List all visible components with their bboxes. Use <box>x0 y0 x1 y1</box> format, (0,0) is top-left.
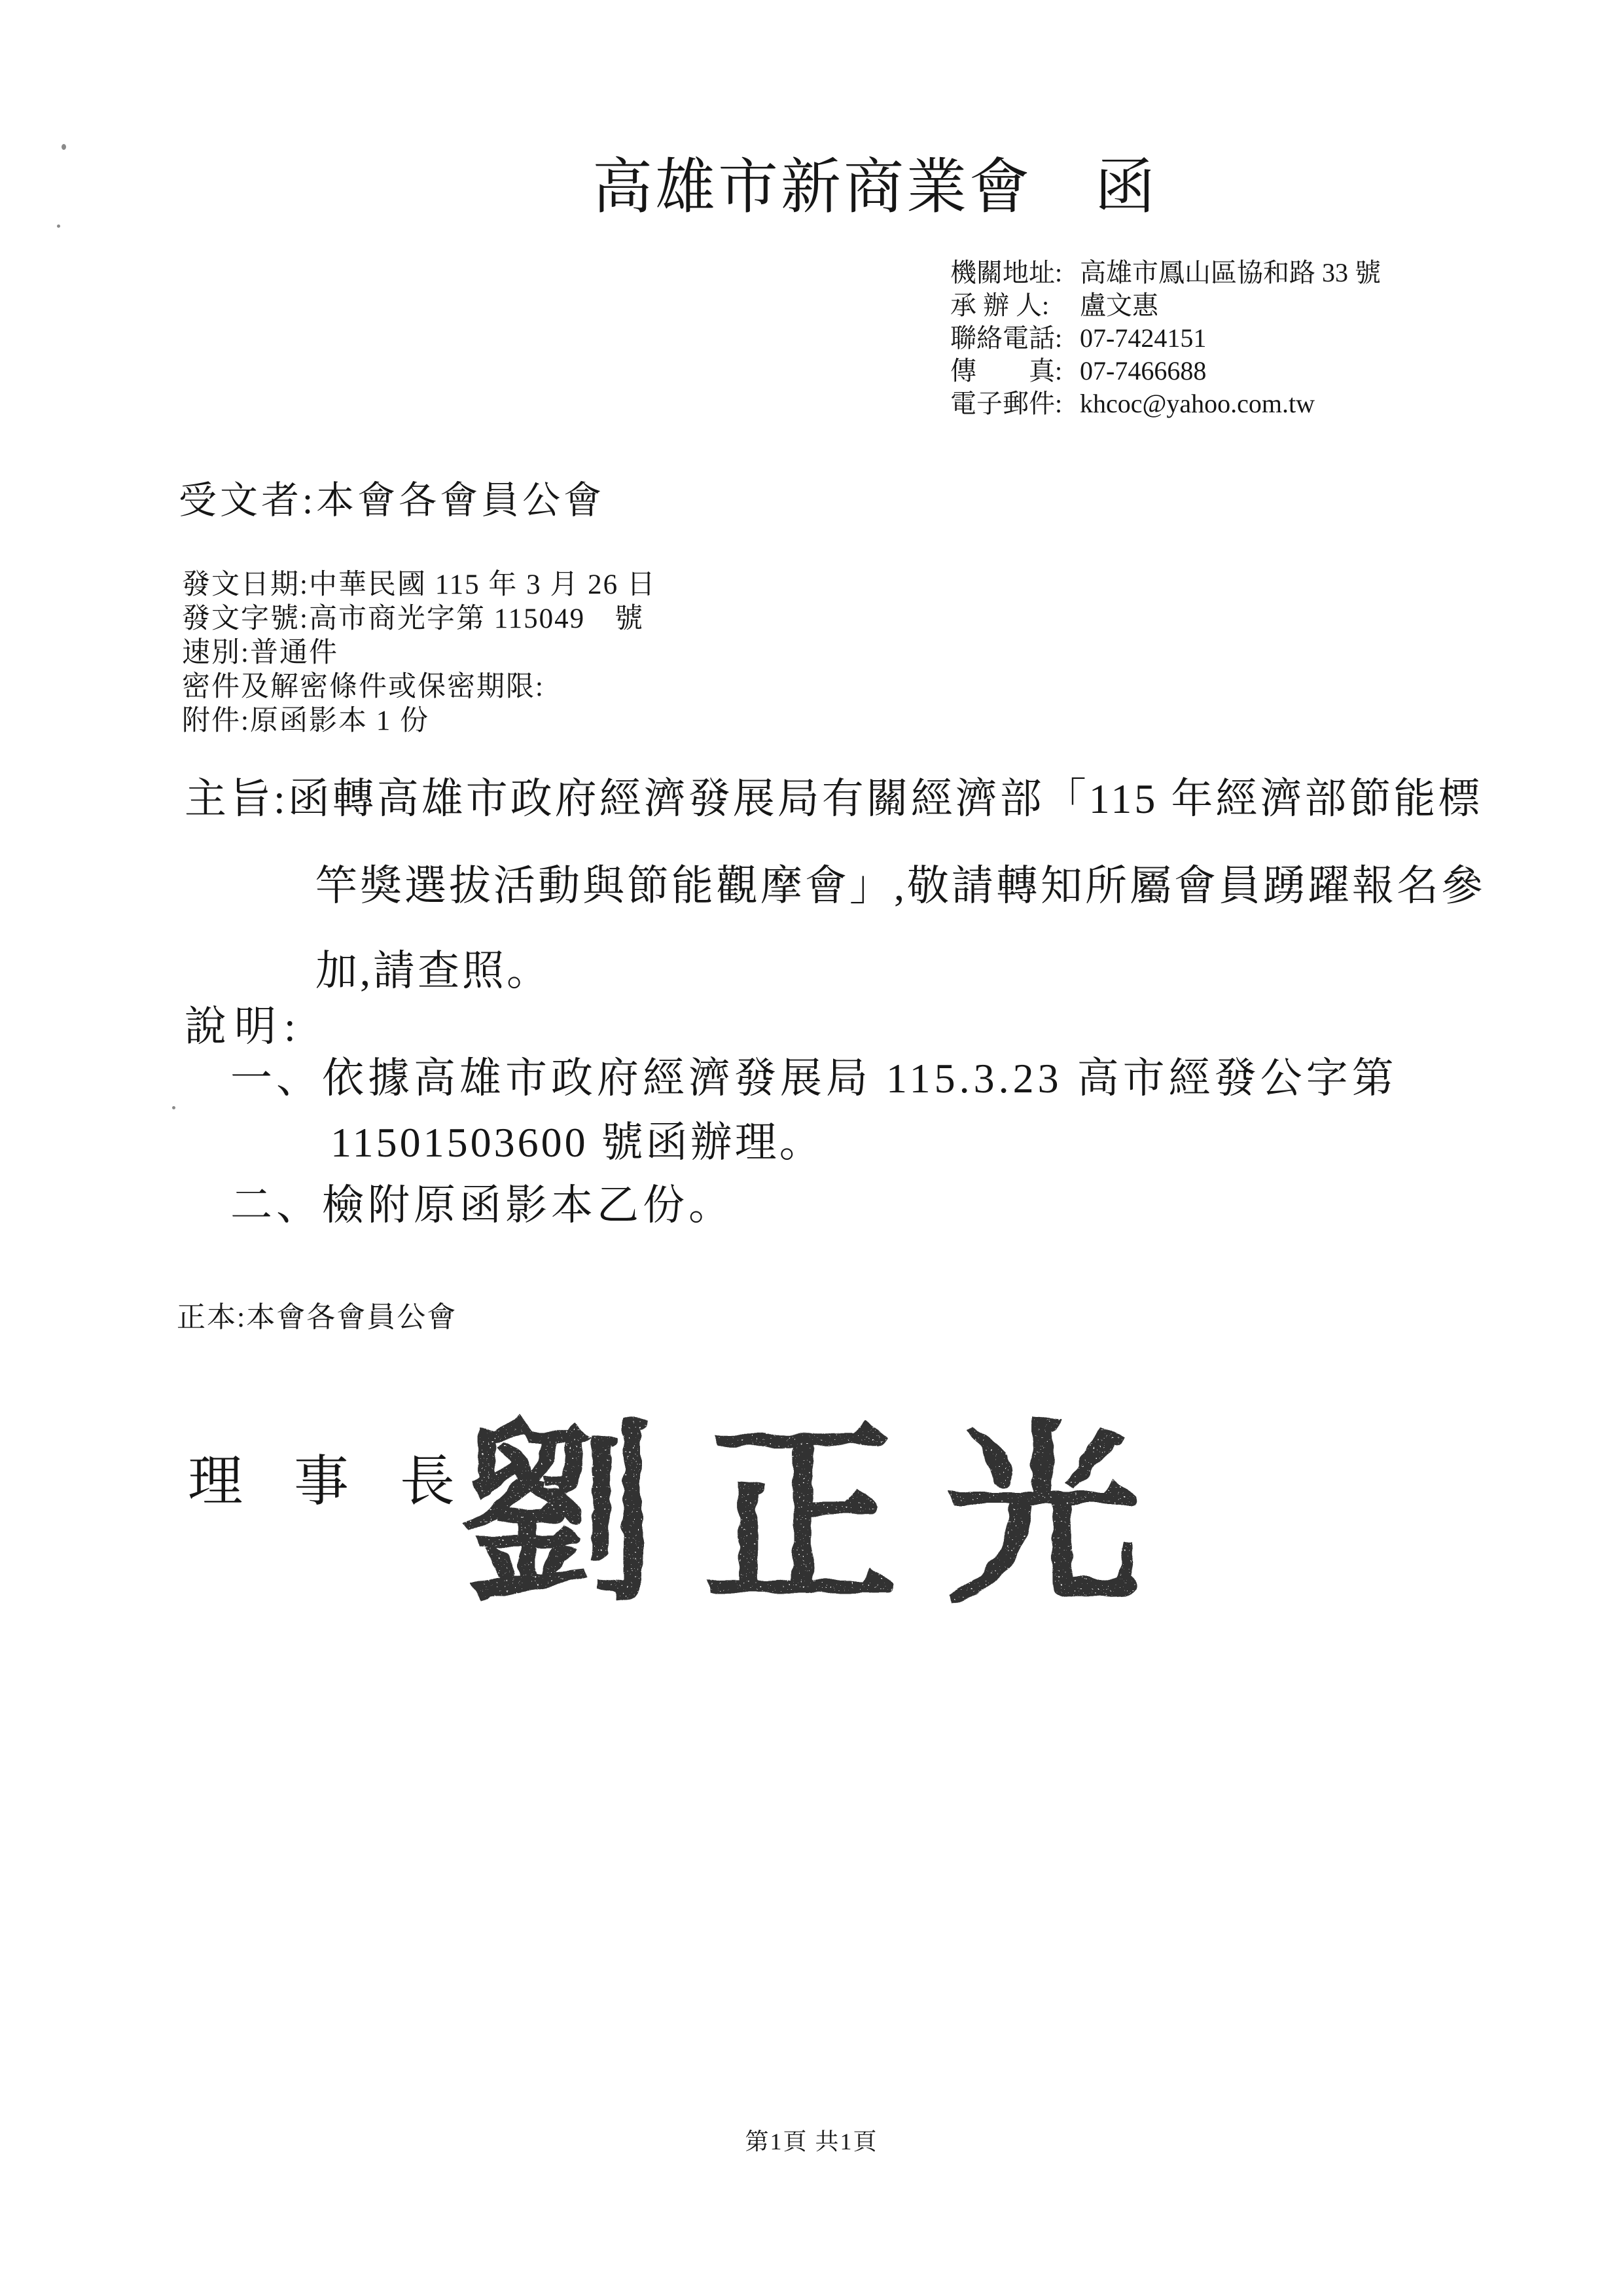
contact-info-block <box>950 257 1381 420</box>
contact-value: khcoc@yahoo.com.tw <box>1080 389 1315 418</box>
meta-line-date: 發文日期:中華民國 115 年 3 月 26 日 <box>182 569 656 600</box>
contact-row-phone <box>950 322 1381 355</box>
contact-value: 07-7466688 <box>1080 356 1207 386</box>
chairman-title: 理事長 <box>188 1452 507 1513</box>
contact-label: 電子郵件: <box>950 389 1063 418</box>
contact-label: 傳 真: <box>950 356 1063 386</box>
subject-line-2: 竿獎選拔活動與節能觀摩會」,敬請轉知所屬會員踴躍報名參 <box>315 863 1486 909</box>
contact-row-address <box>950 257 1381 289</box>
meta-line-number: 發文字號:高市商光字第 115049 號 <box>182 603 645 634</box>
contact-label: 承 辦 人: <box>950 291 1050 320</box>
subject-line-3: 加,請查照。 <box>315 948 551 994</box>
contact-row-fax <box>950 355 1381 387</box>
contact-row-email <box>950 387 1381 420</box>
contact-value: 07-7424151 <box>1080 323 1207 353</box>
page-footer: 第1頁 共1頁 <box>745 2128 878 2155</box>
meta-block <box>182 568 656 738</box>
copy-to-line: 正本:本會各會員公會 <box>177 1301 457 1333</box>
chairman-signature-stamp <box>445 1380 1283 1641</box>
scan-speck <box>172 1106 175 1109</box>
letter-title: 高雄市新商業會 函 <box>592 154 1158 221</box>
description-item-2: 二、檢附原函影本乙份。 <box>230 1182 734 1229</box>
description-heading: 說明: <box>185 1003 304 1050</box>
signature-name-text: 劉正光 <box>461 1409 1187 1626</box>
description-item-1-continuation: 11501503600 號函辦理。 <box>330 1119 824 1166</box>
meta-line-attachment: 附件:原函影本 1 份 <box>182 706 429 736</box>
contact-label: 機關地址: <box>950 258 1063 287</box>
meta-line-secrecy: 密件及解密條件或保密期限: <box>182 672 544 702</box>
contact-label: 聯絡電話: <box>950 323 1063 353</box>
contact-row-handler <box>950 289 1381 322</box>
scan-speck <box>57 224 60 228</box>
scan-speck <box>62 144 66 150</box>
meta-line-speed: 速別:普通件 <box>182 637 338 668</box>
contact-value: 盧文惠 <box>1080 291 1158 320</box>
description-item-1: 一、依據高雄市政府經濟發展局 115.3.23 高市經發公字第 <box>230 1055 1398 1102</box>
subject-line-1: 主旨:函轉高雄市政府經濟發展局有關經濟部「115 年經濟部節能標 <box>185 776 1483 822</box>
recipient-line: 受文者:本會各會員公會 <box>179 479 605 522</box>
contact-value: 高雄市鳳山區協和路 33 號 <box>1080 258 1381 287</box>
